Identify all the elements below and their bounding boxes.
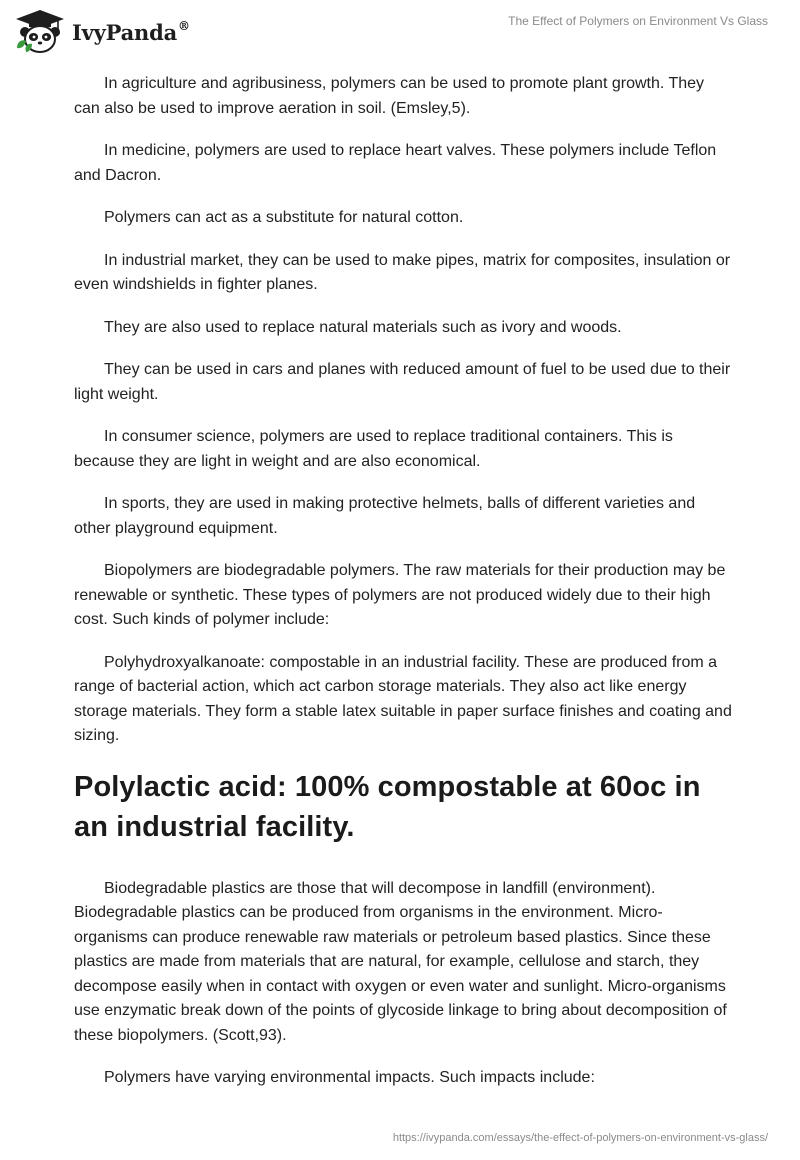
panda-graduate-icon <box>14 8 66 54</box>
essay-body <box>74 72 734 1109</box>
logo-wordmark <box>72 20 190 45</box>
document-title: The Effect of Polymers on Environment Vs Glass <box>508 14 768 28</box>
paragraph: Biodegradable plastics are those that will decompose in landfill (environment). Biodegradable plastics can be produced from organisms in the environment. Micro-organisms can produce renewable raw materials or petroleum based plastics. Since these plastics are made from materials that are natural, for example, cellulose and starch, they decompose easily when in contact with oxygen or even water and sunlight. Micro-organisms use enzymatic break down of the points of glycoside linkage to bring about decomposition of these biopolymers. (Scott,93). <box>74 879 727 1044</box>
paragraph: Biopolymers are biodegradable polymers. The raw materials for their production may be renewable or synthetic. These types of polymers are not produced widely due to their high cost. Such kinds of polymer include: <box>74 562 726 628</box>
paragraph: Polyhydroxyalkanoate: compostable in an industrial facility. These are produced from a range of bacterial action, which act carbon storage materials. They also act like energy storage materials. They form a stable latex suitable in paper surface finishes and coating and sizing. <box>74 653 732 744</box>
ivypanda-logo[interactable] <box>14 8 190 54</box>
registered-mark: ® <box>178 18 190 33</box>
paragraph: Polymers have varying environmental impacts. Such impacts include: <box>104 1069 595 1086</box>
logo-text: IvyPanda <box>72 19 178 45</box>
section-heading: Polylactic acid: 100% compostable at 60oc in an industrial facility. <box>74 770 701 843</box>
page-header <box>0 0 800 64</box>
paragraph: In agriculture and agribusiness, polymers can be used to promote plant growth. They can also be used to improve aeration in soil. (Emsley,5). <box>74 75 705 117</box>
paragraph: They are also used to replace natural materials such as ivory and woods. <box>104 318 622 336</box>
paragraph: In industrial market, they can be used to make pipes, matrix for composites, insulation or even windshields in fighter planes. <box>74 251 731 293</box>
paragraph: They can be used in cars and planes with reduced amount of fuel to be used due to their light weight. <box>74 361 731 403</box>
source-url[interactable]: https://ivypanda.com/essays/the-effect-of-polymers-on-environment-vs-glass/ <box>392 1132 768 1144</box>
paragraph: In sports, they are used in making protective helmets, balls of different varieties and other playground equipment. <box>74 495 696 537</box>
paragraph: In medicine, polymers are used to replace heart valves. These polymers include Teflon and Dacron. <box>74 142 717 184</box>
paragraph: In consumer science, polymers are used to replace traditional containers. This is because they are light in weight and are also economical. <box>74 428 673 470</box>
paragraph: Polymers can act as a substitute for natural cotton. <box>104 209 464 226</box>
